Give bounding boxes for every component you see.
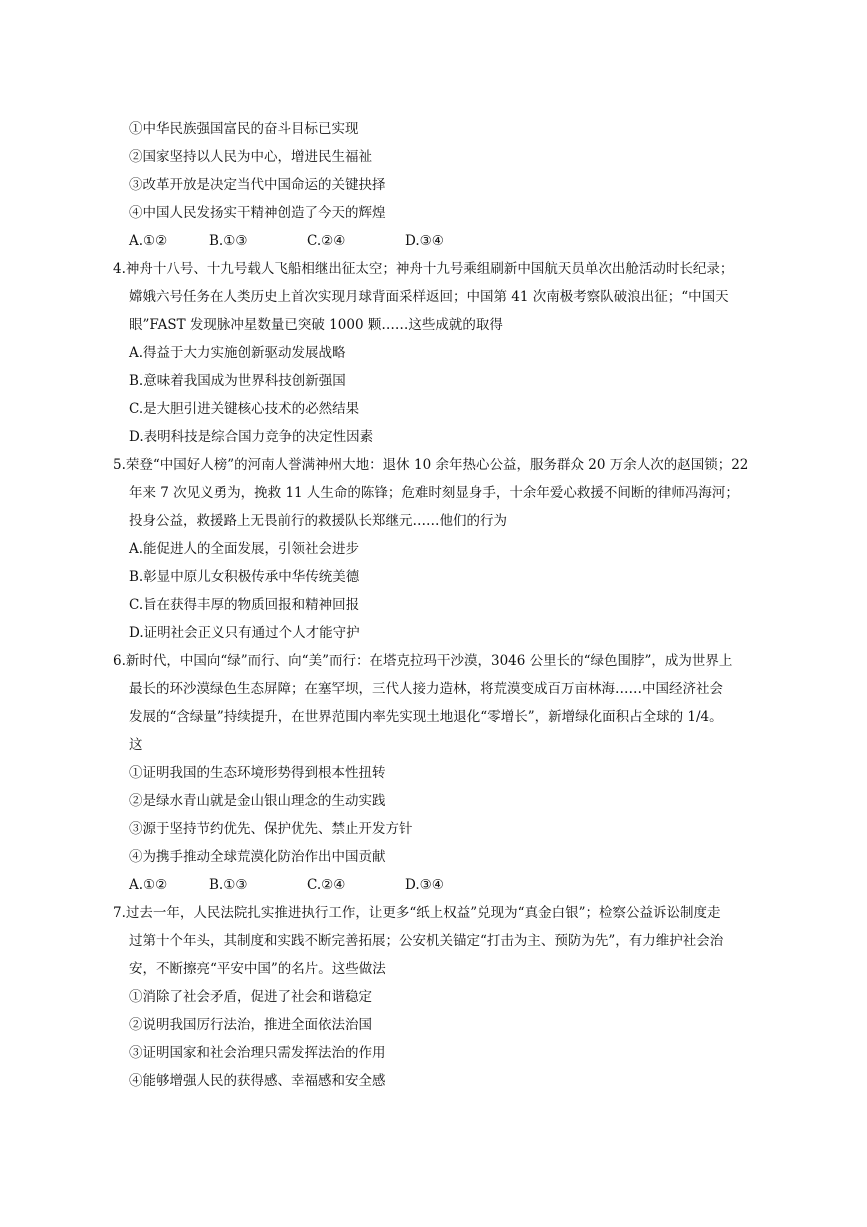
- question-4: [113, 255, 773, 451]
- q3-option-2: ②国家坚持以人民为中心，增进民生福祉: [129, 149, 372, 165]
- question-6: [113, 647, 773, 899]
- q6-stem-line-1: 6.新时代，中国向“绿”而行、向“美”而行：在塔克拉玛干沙漠，3046 公里长的“绿色围脖”，成为世界上: [113, 653, 733, 669]
- q3-answer-c: C.②④: [307, 233, 346, 249]
- q3-option-3: ③改革开放是决定当代中国命运的关键抉择: [129, 177, 386, 193]
- q5-option-a: A.能促进人的全面发展，引领社会进步: [129, 541, 360, 557]
- q6-option-4: ④为携手推动全球荒漠化防治作出中国贡献: [129, 849, 386, 865]
- q7-option-2: ②说明我国厉行法治，推进全面依法治国: [129, 1017, 372, 1033]
- q6-answer-b: B.①③: [209, 877, 248, 893]
- question-7: [113, 899, 773, 1095]
- q6-answer-a: A.①②: [129, 877, 168, 893]
- q3-option-4: ④中国人民发扬实干精神创造了今天的辉煌: [129, 205, 386, 221]
- q5-option-d: D.证明社会正义只有通过个人才能守护: [129, 625, 360, 641]
- q4-option-d: D.表明科技是综合国力竞争的决定性因素: [129, 429, 374, 445]
- q5-stem-line-3: 投身公益，救援路上无畏前行的救援队长郑继元……他们的行为: [129, 513, 507, 529]
- q4-option-c: C.是大胆引进关键核心技术的必然结果: [129, 401, 360, 417]
- q7-option-4: ④能够增强人民的获得感、幸福感和安全感: [129, 1073, 386, 1089]
- q6-answer-d: D.③④: [405, 877, 444, 893]
- q4-option-b: B.意味着我国成为世界科技创新强国: [129, 373, 346, 389]
- q4-option-a: A.得益于大力实施创新驱动发展战略: [129, 345, 346, 361]
- q5-option-b: B.彰显中原儿女积极传承中华传统美德: [129, 569, 360, 585]
- q7-stem-line-1: 7.过去一年，人民法院扎实推进执行工作，让更多“纸上权益”兑现为“真金白银”；检察公益诉讼制度走: [113, 905, 721, 921]
- q3-answer-a: A.①②: [129, 233, 168, 249]
- q7-stem-line-2: 过第十个年头，其制度和实践不断完善拓展；公安机关锚定“打击为主、预防为先”，有力维护社会治: [129, 933, 724, 949]
- q7-option-1: ①消除了社会矛盾，促进了社会和谐稳定: [129, 989, 372, 1005]
- q6-option-3: ③源于坚持节约优先、保护优先、禁止开发方针: [129, 821, 413, 837]
- q3-option-1: ①中华民族强国富民的奋斗目标已实现: [129, 121, 359, 137]
- question-3-tail: [113, 115, 773, 255]
- q3-answer-b: B.①③: [209, 233, 248, 249]
- q6-option-1: ①证明我国的生态环境形势得到根本性扭转: [129, 765, 386, 781]
- q6-answer-c: C.②④: [307, 877, 346, 893]
- q5-stem-line-1: 5.荣登“中国好人榜”的河南人誉满神州大地：退休 10 余年热心公益，服务群众 20 万余人次的赵国锁；22: [113, 457, 749, 473]
- question-5: [113, 451, 773, 647]
- q3-answer-choices: [113, 227, 773, 255]
- q5-stem-line-2: 年来 7 次见义勇为，挽救 11 人生命的陈锋；危难时刻显身手，十余年爱心救援不间断的律师冯海河；: [129, 485, 739, 501]
- exam-content: [113, 115, 773, 1095]
- q6-stem-line-2: 最长的环沙漠绿色生态屏障；在塞罕坝，三代人接力造林，将荒漠变成百万亩林海……中国经济社会: [129, 681, 723, 697]
- q3-answer-d: D.③④: [405, 233, 444, 249]
- q6-option-2: ②是绿水青山就是金山银山理念的生动实践: [129, 793, 386, 809]
- q6-stem-line-4: 这: [129, 737, 143, 753]
- q4-stem-line-3: 眼”FAST 发现脉冲星数量已突破 1000 颗……这些成就的取得: [129, 317, 503, 333]
- q4-stem-line-1: 4.神舟十八号、十九号载人飞船相继出征太空；神舟十九号乘组刷新中国航天员单次出舱活动时长纪录；: [113, 261, 734, 277]
- q7-stem-line-3: 安，不断擦亮“平安中国”的名片。这些做法: [129, 961, 386, 977]
- q6-answer-choices: [113, 871, 773, 899]
- q4-stem-line-2: 嫦娥六号任务在人类历史上首次实现月球背面采样返回；中国第 41 次南极考察队破浪出征；“中国天: [129, 289, 729, 305]
- q6-stem-line-3: 发展的“含绿量”持续提升，在世界范围内率先实现土地退化“零增长”，新增绿化面积占全球的 1/4。: [129, 709, 723, 725]
- q5-option-c: C.旨在获得丰厚的物质回报和精神回报: [129, 597, 360, 613]
- q7-option-3: ③证明国家和社会治理只需发挥法治的作用: [129, 1045, 386, 1061]
